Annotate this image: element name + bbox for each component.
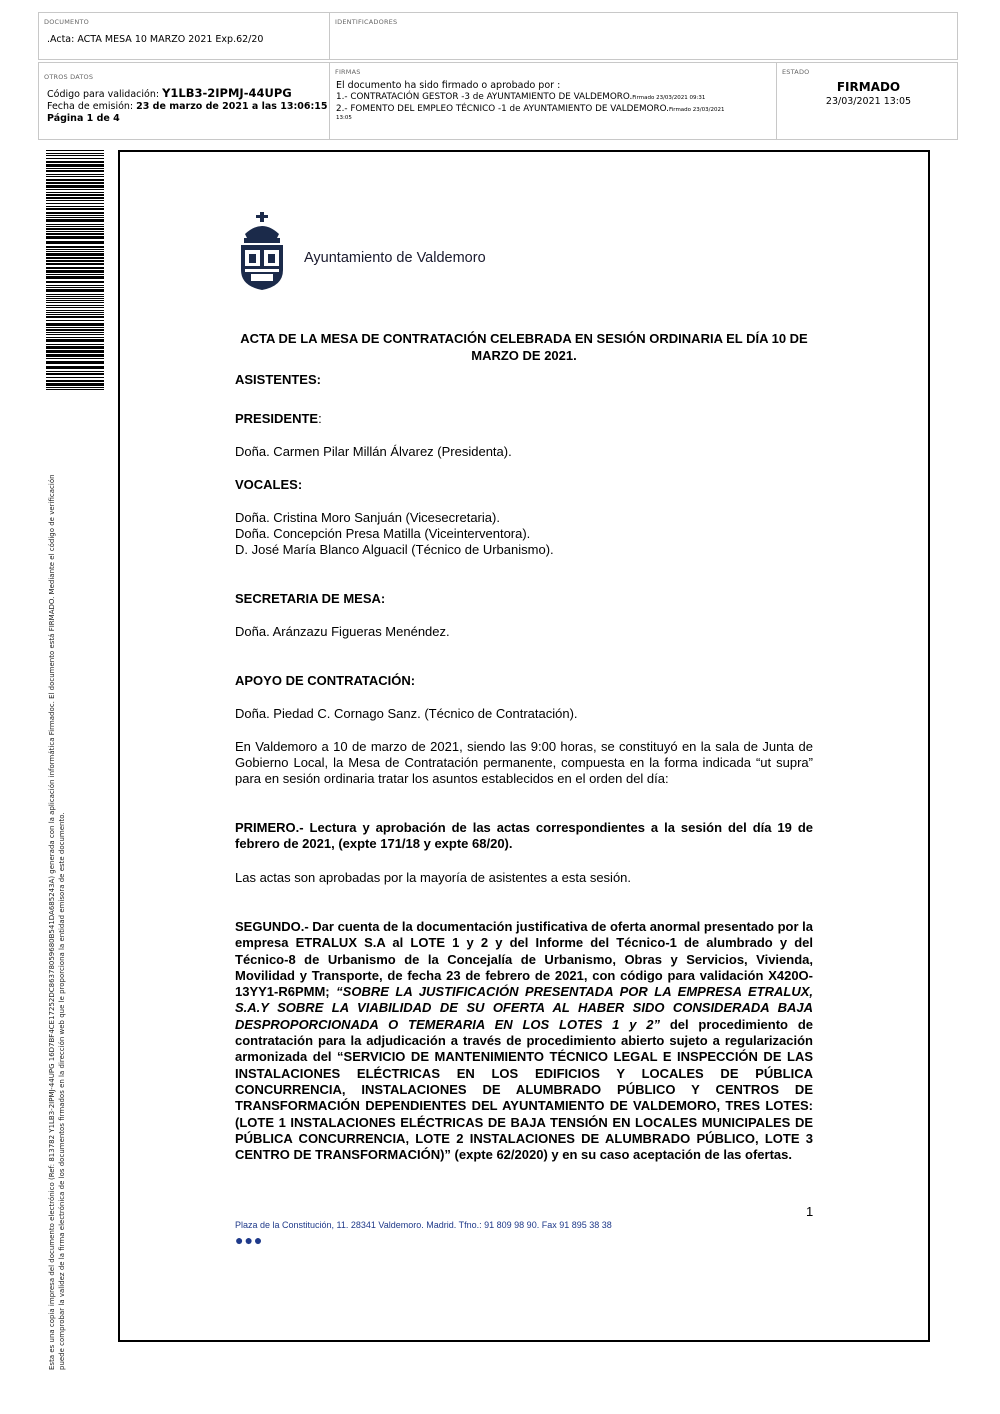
- identificadores-cell: [329, 13, 959, 59]
- estado-value: FIRMADO: [836, 80, 901, 94]
- margin-line-1: Esta es una copia impresa del documento electrónico (Ref: 813782 Y1LB3-2IPMJ-44UPG 16D7BF4CE17252DC86378059680B541DA685243A) generada con la aplicación informática Firmadoc. El documento está FIRMADO. Mediante el código de verificación: [48, 474, 56, 1370]
- vocales-heading: VOCALES:: [235, 477, 303, 492]
- firma-1: 1.- CONTRATACIÓN GESTOR -3 de AYUNTAMIENTO DE VALDEMORO.Firmado 23/03/2021 09:31: [336, 92, 706, 102]
- secretaria-name: Doña. Aránzazu Figueras Menéndez.: [235, 624, 450, 639]
- apoyo-heading: APOYO DE CONTRATACIÓN:: [235, 673, 416, 688]
- page-number: 1: [806, 1204, 814, 1219]
- codigo-validacion: Código para validación: Y1LB3-2IPMJ-44UPG: [47, 86, 292, 100]
- firmas-cell: [329, 63, 776, 139]
- firmas-intro: El documento ha sido firmado o aprobado por :: [336, 80, 561, 91]
- header-row-documento: [38, 12, 958, 60]
- secretaria-heading: SECRETARIA DE MESA:: [235, 591, 386, 606]
- otros-datos-label: OTROS DATOS: [44, 73, 94, 81]
- document-page: [118, 150, 930, 1342]
- intro-paragraph: En Valdemoro a 10 de marzo de 2021, siendo las 9:00 horas, se constituyó en la sala de Junta de Gobierno Local, la Mesa de Contratación permanente, compuesta en la forma indicada “ut supra” para en sesión ordinaria tratar los asuntos establecidos en el orden del día:: [235, 739, 813, 786]
- footer-dots: ●●●: [235, 1232, 264, 1248]
- apoyo-name: Doña. Piedad C. Cornago Sanz. (Técnico de Contratación).: [235, 706, 578, 721]
- vocal-3: D. José María Blanco Alguacil (Técnico de Urbanismo).: [235, 542, 554, 557]
- asistentes-heading: ASISTENTES:: [235, 372, 321, 387]
- pagina-indicador: Página 1 de 4: [47, 113, 120, 124]
- estado-label: ESTADO: [782, 68, 810, 76]
- margin-verification-text: [48, 390, 67, 1370]
- vocal-1: Doña. Cristina Moro Sanjuán (Vicesecretaria).: [235, 510, 500, 525]
- primero-body: Las actas son aprobadas por la mayoría de asistentes a esta sesión.: [235, 870, 632, 885]
- acta-title: ACTA DE LA MESA DE CONTRATACIÓN CELEBRADA EN SESIÓN ORDINARIA EL DÍA 10 DE MARZO DE 2021.: [240, 331, 808, 363]
- header-row-datos: [38, 62, 958, 140]
- firma-2-time: 13:05: [336, 115, 352, 121]
- firma-2: 2.- FOMENTO DEL EMPLEO TÉCNICO -1 de AYUNTAMIENTO DE VALDEMORO.Firmado 23/03/2021: [336, 104, 725, 114]
- barcode: [46, 150, 104, 390]
- documento-value: .Acta: ACTA MESA 10 MARZO 2021 Exp.62/20: [47, 34, 264, 45]
- estado-date: 23/03/2021 13:05: [825, 96, 912, 107]
- coat-of-arms-logo: [237, 212, 287, 290]
- presidenta-name: Doña. Carmen Pilar Millán Álvarez (Presidenta).: [235, 444, 512, 459]
- estado-cell: [776, 63, 959, 139]
- vocal-2: Doña. Concepción Presa Matilla (Viceinterventora).: [235, 526, 531, 541]
- margin-line-2: puede comprobar la validez de la firma electrónica de los documentos firmados en la dirección web que le proporciona la entidad emisora de este documento.: [57, 812, 66, 1370]
- otros-datos-cell: [39, 63, 329, 139]
- municipality-name: Ayuntamiento de Valdemoro: [304, 250, 486, 266]
- firmas-label: FIRMAS: [335, 68, 361, 76]
- footer-address: Plaza de la Constitución, 11. 28341 Valdemoro. Madrid. Tfno.: 91 809 98 90. Fax 91 895 38 38: [235, 1220, 612, 1230]
- fecha-emision: Fecha de emisión: 23 de marzo de 2021 a las 13:06:15: [47, 101, 328, 112]
- documento-label: DOCUMENTO: [44, 18, 89, 26]
- documento-cell: [39, 13, 329, 59]
- segundo-paragraph: SEGUNDO.- Dar cuenta de la documentación justificativa de oferta anormal presentado por la empresa ETRALUX S.A al LOTE 1 y 2 y del Informe del Técnico-1 de alumbrado y del Técnico-8 de Urbanismo de la Concejalía de Urbanismo, Obras y Servicios, Vivienda, Movilidad y Transporte, de fecha 23 de febrero de 2021, con código para validación X420O-13YY1-R6PMM; “SOBRE LA JUSTIFICACIÓN PRESENTADA POR LA EMPRESA ETRALUX, S.A.Y SOBRE LA VIABILIDAD DE SU OFERTA AL HABER SIDO CONSIDERADA BAJA DESPROPORCIONADA O TEMERARIA EN LOS LOTES 1 y 2” del procedimiento de contratación para la adjudicación a través de procedimiento abierto sujeto a regularización armonizada del “SERVICIO DE MANTENIMIENTO TÉCNICO LEGAL E INSPECCIÓN DE LAS INSTALACIONES ELÉCTRICAS EN LOS EDIFICIOS Y LOCALES DE PÚBLICA CONCURRENCIA, INSTALACIONES DE ALUMBRADO PÚBLICO Y CENTROS DE TRANSFORMACIÓN DEPENDIENTES DEL AYUNTAMIENTO DE VALDEMORO, TRES LOTES: (LOTE 1 INSTALACIONES ELÉCTRICAS DE BAJA TENSIÓN EN LOCALES MUNICIPALES DE PÚBLICA CONCURRENCIA, LOTE 2 INSTALACIONES DE ALUMBRADO PÚBLICO, LOTE 3 CENTRO DE TRANSFORMACIÓN)” (expte 62/2020) y en su caso aceptación de las ofertas.: [235, 919, 814, 1163]
- identificadores-label: IDENTIFICADORES: [335, 18, 398, 26]
- presidente-heading: PRESIDENTE:: [235, 411, 322, 426]
- primero-paragraph: PRIMERO.- Lectura y aprobación de las actas correspondientes a la sesión del día 19 de febrero de 2021, (expte 171/18 y expte 68/20).: [235, 820, 813, 851]
